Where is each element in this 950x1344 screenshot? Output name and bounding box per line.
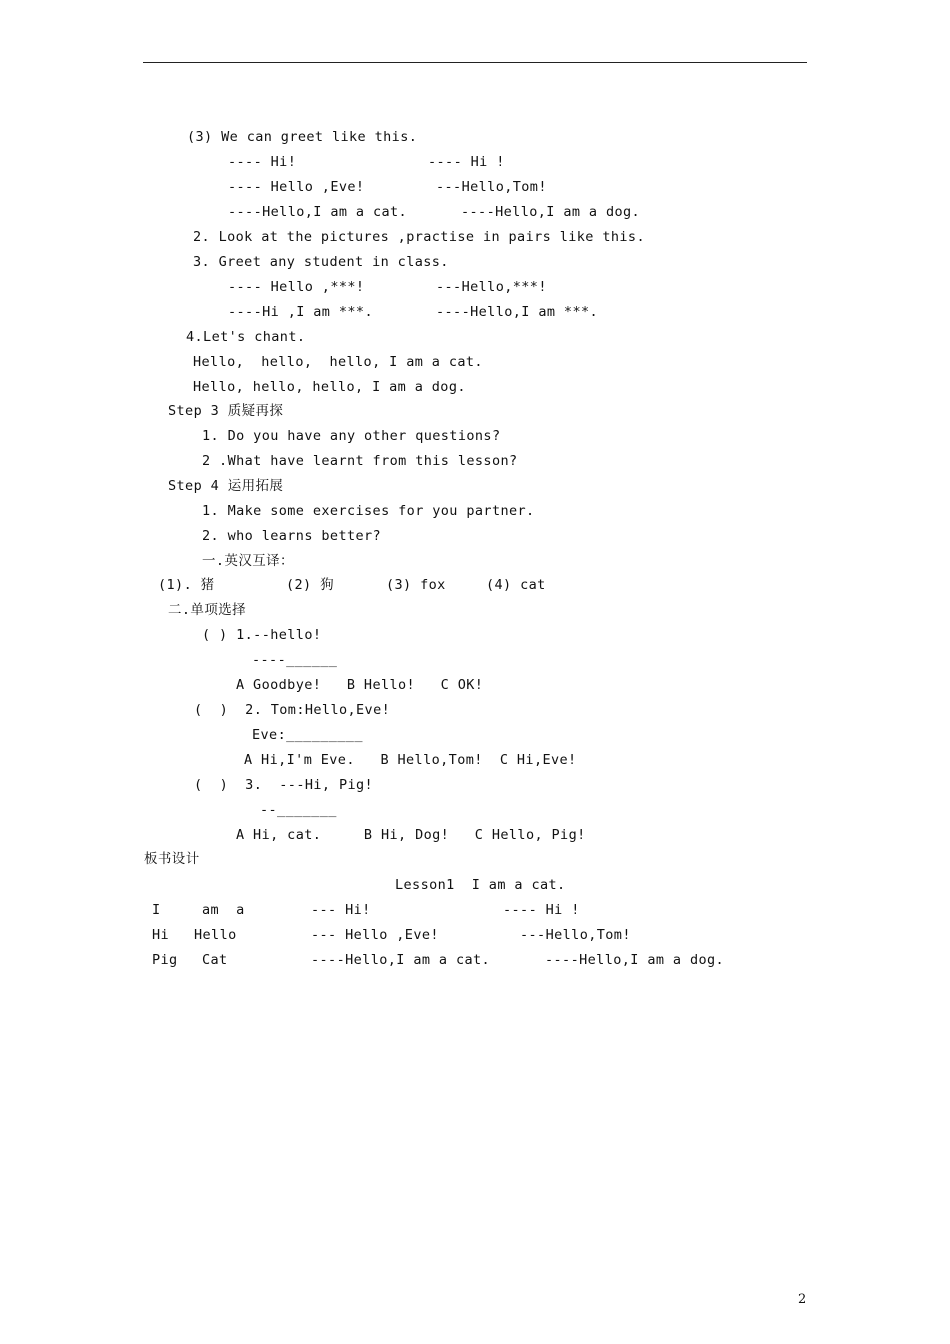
- chant-line: Hello, hello, hello, I am a dog.: [193, 379, 466, 395]
- board-cell: Hello: [194, 927, 237, 943]
- board-cell: Pig: [152, 952, 178, 968]
- choice-options: A Hi, cat. B Hi, Dog! C Hello, Pig!: [236, 827, 586, 843]
- greet-line: ---- Hi!: [228, 154, 297, 170]
- board-cell: --- Hi!: [311, 902, 371, 918]
- board-heading: 板书设计: [144, 851, 200, 867]
- board-cell: ---- Hi !: [503, 902, 580, 918]
- board-cell: ---Hello,Tom!: [520, 927, 631, 943]
- board-cell: Cat: [202, 952, 228, 968]
- question-item: 1. Do you have any other questions?: [202, 428, 501, 444]
- page-number: 2: [798, 1292, 807, 1307]
- board-cell: I: [152, 902, 161, 918]
- step-heading: Step 4 运用拓展: [168, 478, 284, 494]
- greet-reply: ----Hello,I am a dog.: [461, 204, 641, 220]
- choice-heading: 二.单项选择: [168, 602, 247, 618]
- translate-item: (4) cat: [486, 577, 546, 593]
- board-cell: --- Hello ,Eve!: [311, 927, 439, 943]
- step2-item: 3. Greet any student in class.: [193, 254, 449, 270]
- greet-reply: ----Hello,I am ***.: [436, 304, 599, 320]
- exercise-item: 2. who learns better?: [202, 528, 382, 544]
- answer-blank: ----______: [252, 652, 338, 668]
- choice-question: ( ) 2. Tom:Hello,Eve!: [194, 702, 391, 718]
- translate-item: (3) fox: [386, 577, 446, 593]
- choice-options: A Goodbye! B Hello! C OK!: [236, 677, 484, 693]
- board-cell: am a: [202, 902, 245, 918]
- translate-heading: 一.英汉互译：: [202, 553, 294, 569]
- step-heading: Step 3 质疑再探: [168, 403, 284, 419]
- translate-item: (2) 狗: [286, 577, 335, 593]
- choice-question: ( ) 3. ---Hi, Pig!: [194, 777, 374, 793]
- header-rule: [143, 62, 807, 63]
- greet-reply: ---Hello,Tom!: [436, 179, 547, 195]
- chant-line: Hello, hello, hello, I am a cat.: [193, 354, 483, 370]
- choice-question: ( ) 1.--hello!: [202, 627, 322, 643]
- board-cell: Hi: [152, 927, 170, 943]
- answer-blank: --_______: [260, 802, 337, 818]
- greet-line: ----Hello,I am a cat.: [228, 204, 408, 220]
- greet-reply: ---Hello,***!: [436, 279, 547, 295]
- exercise-item: 1. Make some exercises for you partner.: [202, 503, 535, 519]
- greet-line: ---- Hello ,Eve!: [228, 179, 365, 195]
- greet-reply: ---- Hi !: [428, 154, 505, 170]
- answer-blank: Eve:_________: [252, 727, 363, 743]
- greet-heading: (3) We can greet like this.: [187, 129, 418, 145]
- board-title: Lesson1 I am a cat.: [395, 877, 566, 893]
- board-cell: ----Hello,I am a cat.: [311, 952, 491, 968]
- step2-item: 2. Look at the pictures ,practise in pairs like this.: [193, 229, 645, 245]
- translate-item: (1). 猪: [158, 577, 215, 593]
- board-cell: ----Hello,I am a dog.: [545, 952, 725, 968]
- choice-options: A Hi,I'm Eve. B Hello,Tom! C Hi,Eve!: [244, 752, 577, 768]
- greet-line: ---- Hello ,***!: [228, 279, 365, 295]
- question-item: 2 .What have learnt from this lesson?: [202, 453, 518, 469]
- greet-line: ----Hi ,I am ***.: [228, 304, 373, 320]
- step2-item: 4.Let's chant.: [186, 329, 306, 345]
